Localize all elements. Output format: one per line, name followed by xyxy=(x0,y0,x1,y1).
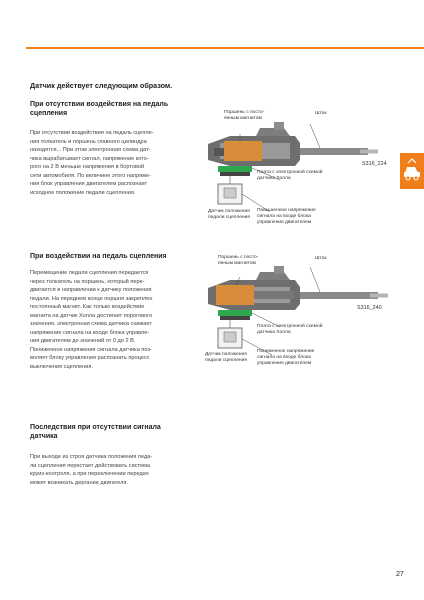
figure2 xyxy=(200,255,400,380)
figure2-label-signal: Пониженное напряжение сигнала на входе блока управления двигателем xyxy=(257,349,315,367)
figure2-label-sensor: Датчик положения педали сцепления xyxy=(205,352,247,364)
figure2-label-hall-circuit: Плата с электронной схемой датчика Холла xyxy=(257,324,323,336)
figure2-part-number: S316_240 xyxy=(357,305,382,311)
section3-heading: Последствия при отсутствии сигнала датчика xyxy=(30,424,161,440)
figure2-label-piston-magnet: Поршень с посто- янным магнитом xyxy=(218,255,259,267)
figure1-label-piston-magnet: Поршень с посто- янным магнитом xyxy=(224,110,265,122)
top-rule xyxy=(26,47,424,49)
section2-heading: При воздействии на педаль сцепления xyxy=(30,253,167,260)
figure2-label-rod: Шток xyxy=(315,256,327,261)
car-icon xyxy=(400,153,424,189)
figure1 xyxy=(200,108,400,233)
figure1-label-signal: Повышенное напряжение сигнала на входе блока управления двигателем xyxy=(257,208,316,226)
figure1-part-number: S316_224 xyxy=(362,161,387,167)
section2-body: Перемещение педали сцепления передается через толкатель на поршень, который пере- двигается в направлении к датчику положения педали. На переднем конце поршня закреплен постоянный магнит. Как только воздействие магнита на датчик Холла достигает порогового значения, электронная схема датчика снижает напряжение сигнала на входе блока управле- ния двигателем до значений от 0 до 2 В. Пониженное напряжение сигнала датчика поз- воляет блоку управления распознать процесс выключения сцепления. xyxy=(30,270,153,370)
section1-heading: При отсутствии воздействия на педаль сцепления xyxy=(30,101,169,117)
figure1-label-hall-circuit: Плата с электронной схемой датчика Холла xyxy=(257,170,323,182)
section1-body: При отсутствии воздействия на педаль сцепле- ния толкатель и поршень главного цилиндра находятся... При этом электронная схема дат- чика вырабатывает сигнал, напряжение кото- рого на 2 В меньше напряжения в бортовой сети автомобиля. По величине этого напряже- ния блок управления двигателем распознает исходное положение педали сцепления. xyxy=(30,130,154,196)
figure1-label-rod: Шток xyxy=(315,111,327,116)
page-number: 27 xyxy=(396,571,404,578)
chapter-tab xyxy=(400,153,424,189)
figure1-label-sensor: Датчик положения педали сцепления xyxy=(208,209,250,221)
intro-heading: Датчик действует следующим образом. xyxy=(30,81,173,90)
section3-body: При выходе из строя датчика положения педа- ли сцепления перестает действовать система круиз-контроля, а при переключении передач может возникать дергание двигателя. xyxy=(30,454,153,486)
